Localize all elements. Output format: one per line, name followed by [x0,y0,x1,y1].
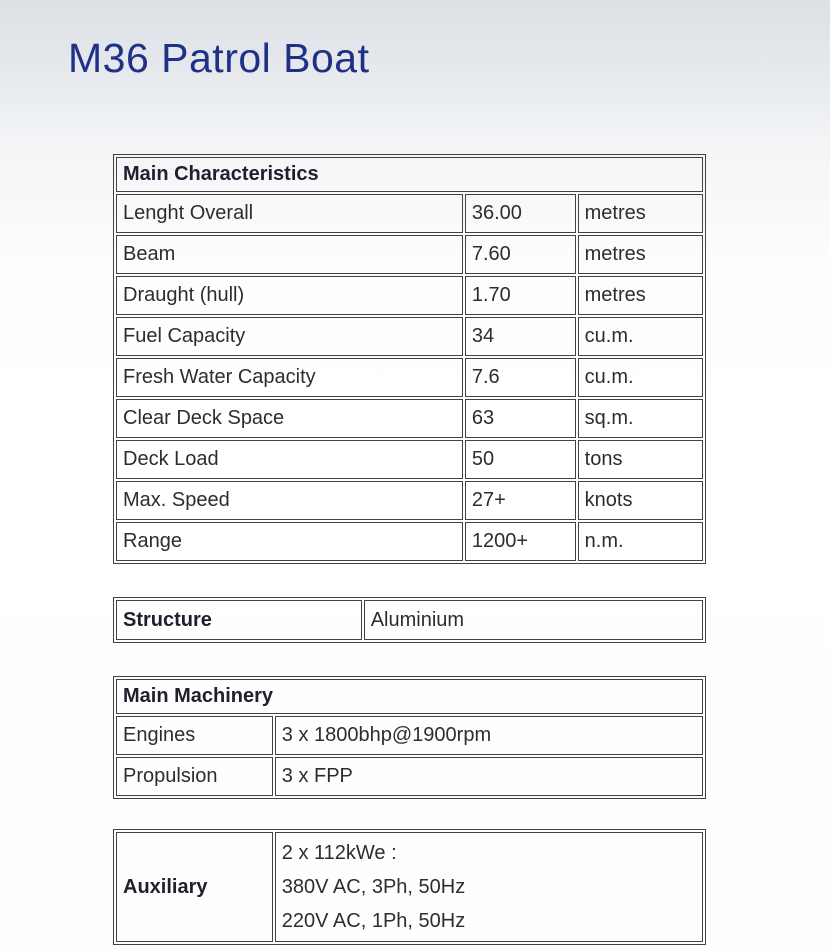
table-row [116,832,703,942]
spec-label: Range [116,522,463,561]
spec-value: 7.60 [465,235,576,274]
auxiliary-value [275,832,703,942]
table-row [116,235,703,274]
auxiliary-label: Auxiliary [116,832,273,942]
auxiliary-line: 380V AC, 3Ph, 50Hz [281,876,466,899]
table-row [116,757,703,796]
spec-value: 1200+ [465,522,576,561]
table-row [116,716,703,755]
machinery-label: Engines [116,716,273,755]
spec-value: 50 [465,440,576,479]
spec-value: 1.70 [465,276,576,315]
auxiliary-line: 2 x 112kWe : [281,842,397,865]
spec-label: Lenght Overall [116,194,463,233]
spec-value: 34 [465,317,576,356]
table-row [116,317,703,356]
structure-table [113,597,706,643]
auxiliary-table [113,829,706,945]
main-characteristics-table [113,154,706,564]
table-row [116,194,703,233]
main-characteristics-header: Main Characteristics [116,157,703,192]
spec-unit: sq.m. [578,399,703,438]
table-row [116,276,703,315]
spec-unit: metres [578,276,703,315]
spec-unit: tons [578,440,703,479]
spec-value: 36.00 [465,194,576,233]
spec-label: Max. Speed [116,481,463,520]
spec-unit: metres [578,235,703,274]
spec-label: Deck Load [116,440,463,479]
spec-label: Beam [116,235,463,274]
spec-unit: cu.m. [578,317,703,356]
spec-unit: metres [578,194,703,233]
spec-unit: knots [578,481,703,520]
spec-label: Fuel Capacity [116,317,463,356]
spec-value: 27+ [465,481,576,520]
spec-value: 7.6 [465,358,576,397]
structure-value: Aluminium [364,600,703,640]
spec-unit: n.m. [578,522,703,561]
table-row [116,522,703,561]
main-machinery-header: Main Machinery [116,679,703,714]
machinery-label: Propulsion [116,757,273,796]
machinery-value: 3 x 1800bhp@1900rpm [275,716,703,755]
table-row [116,399,703,438]
machinery-value: 3 x FPP [275,757,703,796]
auxiliary-line: 220V AC, 1Ph, 50Hz [281,910,466,933]
main-machinery-table [113,676,706,799]
spec-label: Fresh Water Capacity [116,358,463,397]
spec-label: Clear Deck Space [116,399,463,438]
table-header-row [116,679,703,714]
page-title: M36 Patrol Boat [68,35,370,81]
spec-sheet-content [113,154,706,945]
table-row [116,481,703,520]
spec-label: Draught (hull) [116,276,463,315]
spec-value: 63 [465,399,576,438]
structure-label: Structure [116,600,362,640]
spec-unit: cu.m. [578,358,703,397]
table-row [116,600,703,640]
table-header-row [116,157,703,192]
table-row [116,440,703,479]
table-row [116,358,703,397]
